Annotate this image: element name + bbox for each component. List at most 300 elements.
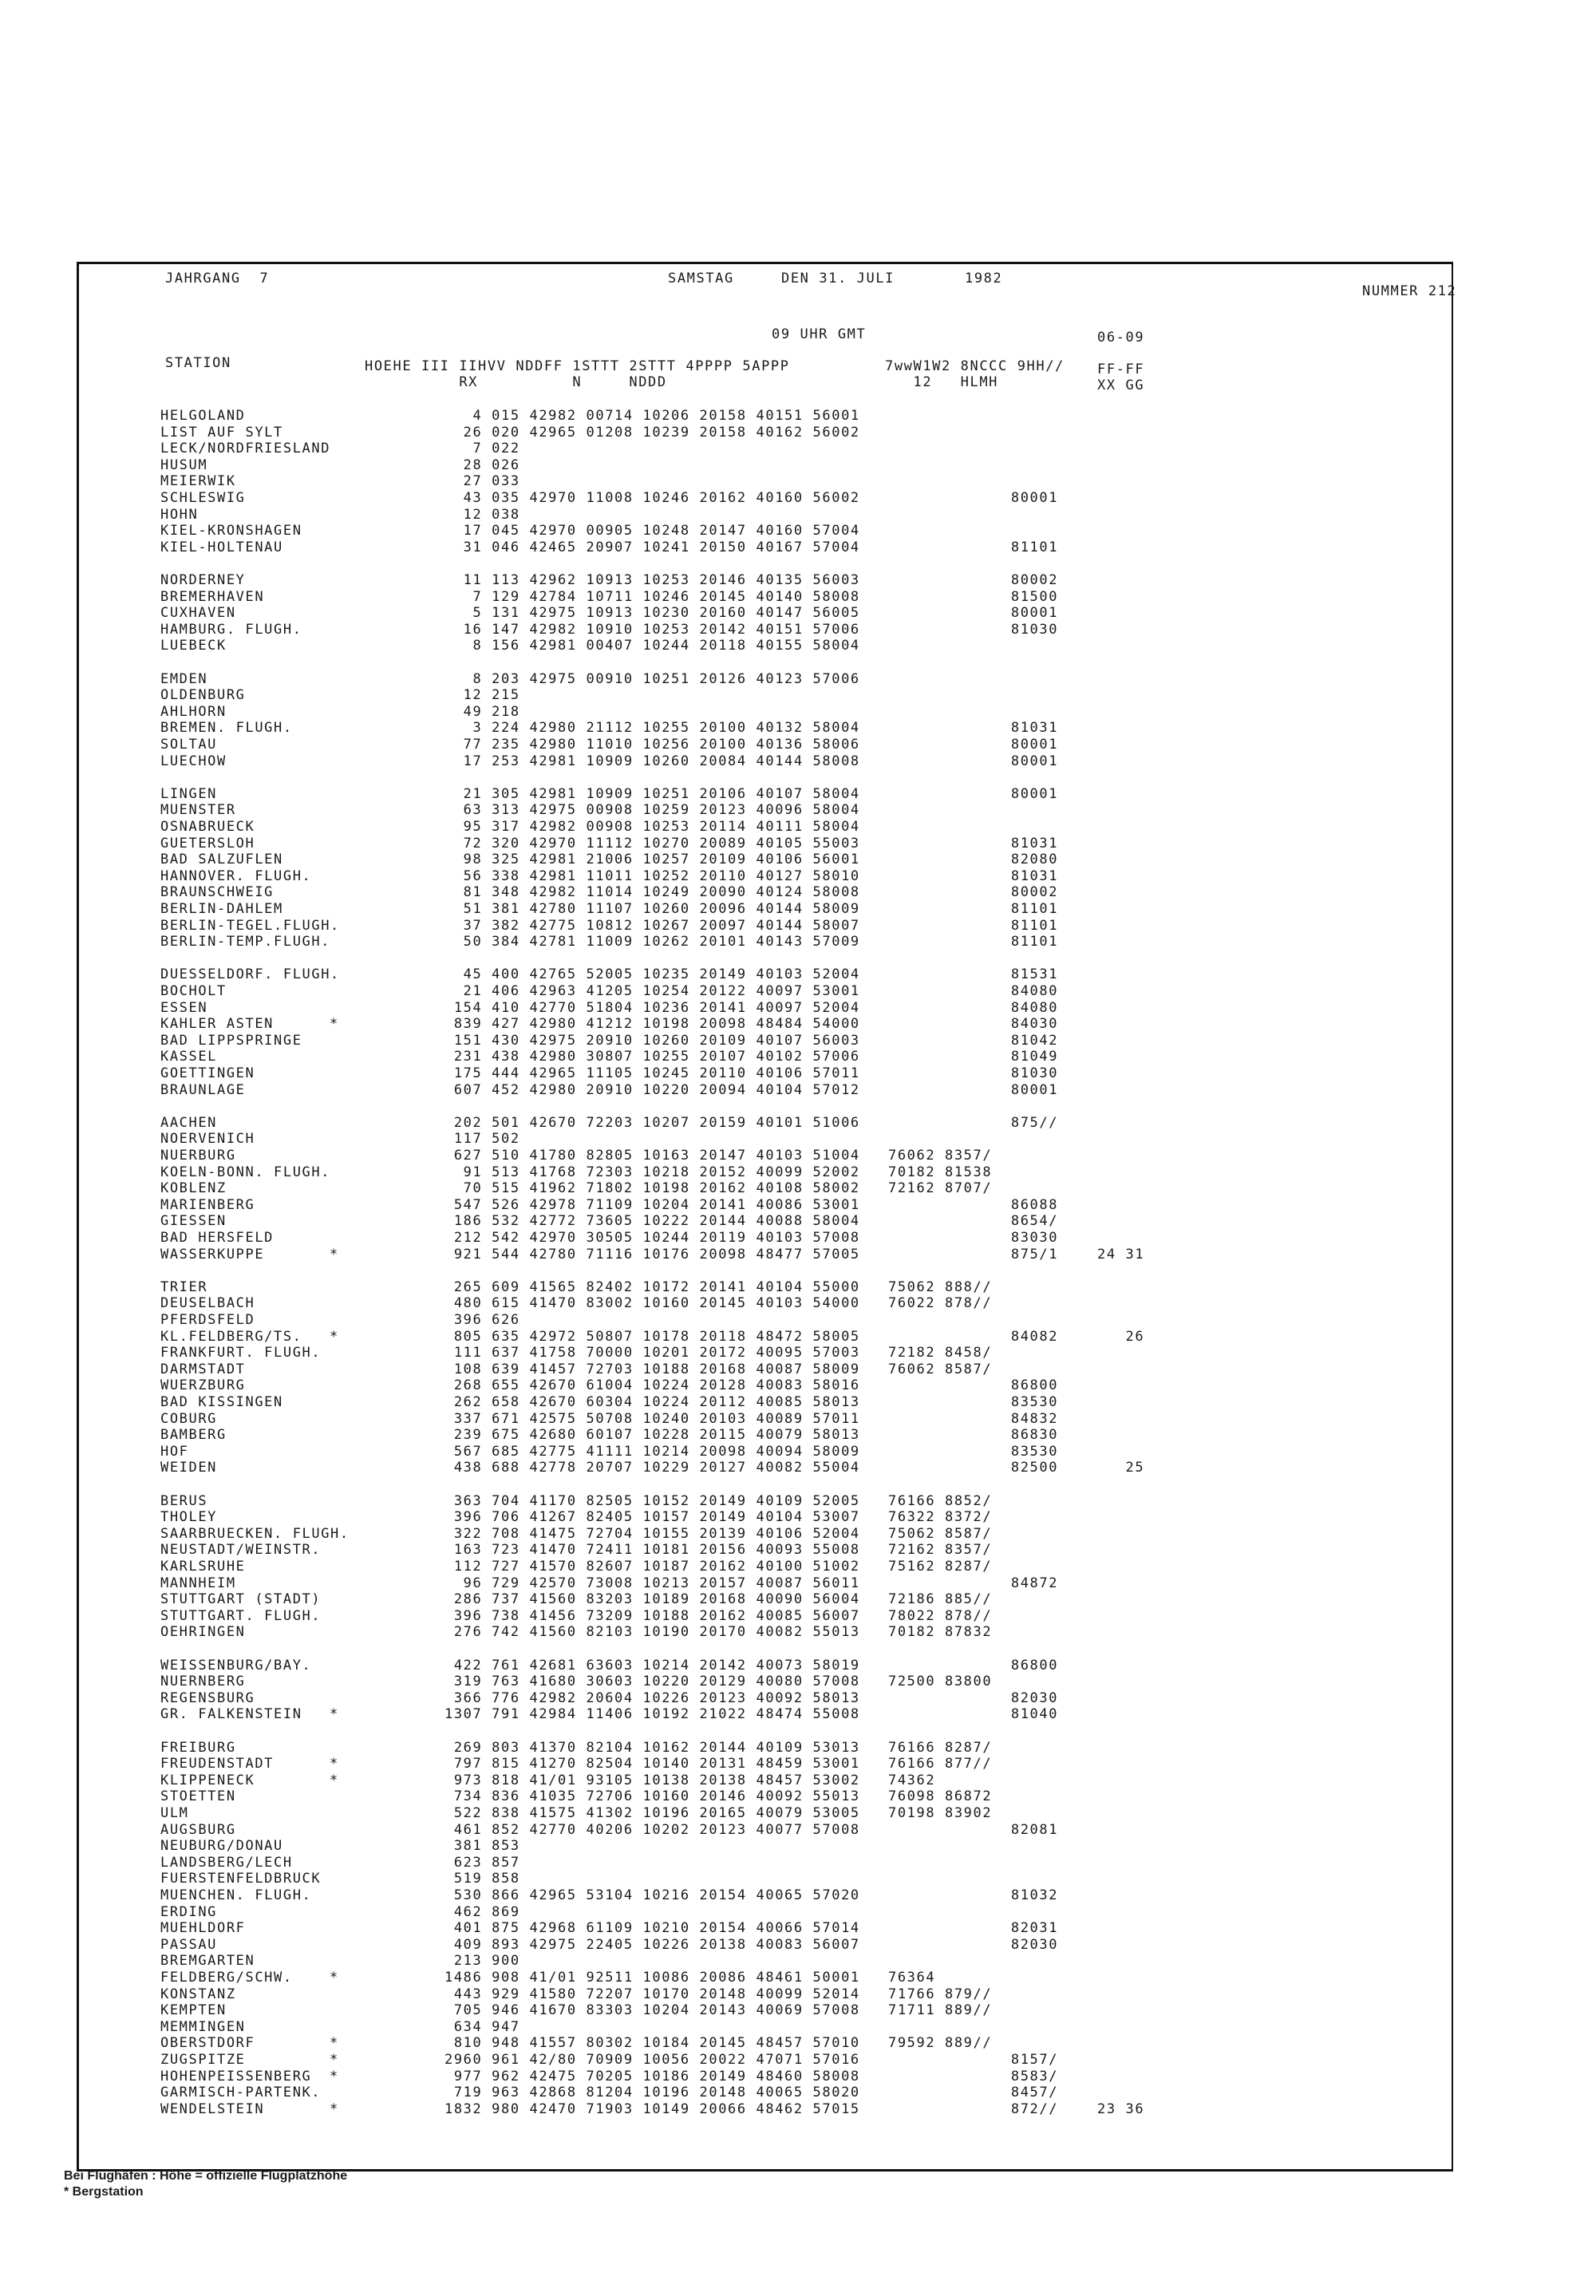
observation-values: 28 026 bbox=[444, 457, 520, 473]
observation-values: 409 893 42975 22405 10226 20138 40083 56007 bbox=[444, 1937, 860, 1953]
station-name: HUSUM bbox=[160, 457, 208, 473]
extra-group-values: 72162 8707/ bbox=[888, 1180, 993, 1196]
extra-group-values: 81101 bbox=[888, 539, 1059, 555]
table-row bbox=[79, 2019, 1452, 2035]
station-name: GUETERSLOH bbox=[160, 836, 255, 852]
report-date: DEN 31. JULI bbox=[781, 271, 895, 287]
table-row bbox=[79, 1493, 1452, 1509]
station-name: ESSEN bbox=[160, 1000, 208, 1016]
table-row bbox=[79, 1509, 1452, 1525]
station-name: BRAUNLAGE bbox=[160, 1082, 246, 1098]
footnote-mountain-station: * Bergstation bbox=[64, 2185, 144, 2199]
table-row bbox=[79, 1674, 1452, 1689]
table-row bbox=[79, 983, 1452, 999]
observation-values: 111 637 41758 70000 10201 20172 40095 57003 bbox=[444, 1345, 860, 1361]
table-row bbox=[79, 1000, 1452, 1016]
extra-group-values: 82031 bbox=[888, 1920, 1059, 1936]
table-row bbox=[79, 802, 1452, 818]
gust-column-subheader: XX GG bbox=[1097, 377, 1145, 393]
mountain-station-mark: * bbox=[330, 2052, 339, 2068]
station-name: SAARBRUECKEN. FLUGH. bbox=[160, 1526, 350, 1542]
table-row bbox=[79, 1855, 1452, 1871]
table-row bbox=[79, 1591, 1452, 1607]
table-row bbox=[79, 1247, 1452, 1263]
observation-values: 27 033 bbox=[444, 473, 520, 489]
station-name: FUERSTENFELDBRUCK bbox=[160, 1871, 322, 1887]
extra-group-values: 86800 bbox=[888, 1377, 1059, 1393]
observation-values: 265 609 41565 82402 10172 20141 40104 55000 bbox=[444, 1279, 860, 1295]
table-row bbox=[79, 1016, 1452, 1032]
table-row bbox=[79, 1312, 1452, 1328]
extra-group-values: 80001 bbox=[888, 1082, 1059, 1098]
table-row bbox=[79, 1904, 1452, 1920]
extra-group-values: 81101 bbox=[888, 918, 1059, 934]
extra-group-values: 8583/ bbox=[888, 2069, 1059, 2085]
extra-group-values: 8654/ bbox=[888, 1213, 1059, 1229]
observation-values: 50 384 42781 11009 10262 20101 40143 57009 bbox=[444, 934, 860, 950]
station-name: STUTTGART. FLUGH. bbox=[160, 1608, 322, 1624]
observation-values: 4 015 42982 00714 10206 20158 40151 56001 bbox=[444, 408, 860, 424]
station-name: LIST AUF SYLT bbox=[160, 425, 283, 441]
extra-group-values: 70198 83902 bbox=[888, 1805, 993, 1821]
extra-group-values: 81500 bbox=[888, 589, 1059, 605]
table-row bbox=[79, 1164, 1452, 1180]
table-row bbox=[79, 2035, 1452, 2051]
observation-values: 95 317 42982 00908 10253 20114 40111 58004 bbox=[444, 819, 860, 835]
observation-values: 921 544 42780 71116 10176 20098 48477 57005 bbox=[444, 1247, 860, 1263]
extra-group-values: 82500 bbox=[888, 1460, 1059, 1476]
table-row bbox=[79, 720, 1452, 736]
observation-values: 396 738 41456 73209 10188 20162 40085 56007 bbox=[444, 1608, 860, 1624]
data-column-subheader: RX N NDDD bbox=[365, 374, 667, 390]
observation-values: 381 853 bbox=[444, 1838, 520, 1854]
table-row bbox=[79, 2101, 1452, 2117]
table-row bbox=[79, 687, 1452, 703]
extra-group-values: 8157/ bbox=[888, 2052, 1059, 2068]
observation-values: 519 858 bbox=[444, 1871, 520, 1887]
station-name: GARMISCH-PARTENK. bbox=[160, 2085, 322, 2100]
station-name: NEUSTADT/WEINSTR. bbox=[160, 1542, 322, 1558]
table-row bbox=[79, 901, 1452, 917]
observation-values: 5 131 42975 10913 10230 20160 40147 56005 bbox=[444, 605, 860, 621]
observation-values: 8 203 42975 00910 10251 20126 40123 57006 bbox=[444, 671, 860, 687]
observation-values: 269 803 41370 82104 10162 20144 40109 53013 bbox=[444, 1740, 860, 1756]
table-row bbox=[79, 737, 1452, 753]
station-name: HOHENPEISSENBERG bbox=[160, 2069, 312, 2085]
observation-values: 49 218 bbox=[444, 704, 520, 720]
observation-values: 322 708 41475 72704 10155 20139 40106 52004 bbox=[444, 1526, 860, 1542]
observation-values: 8 156 42981 00407 10244 20118 40155 58004 bbox=[444, 638, 860, 654]
station-name: SOLTAU bbox=[160, 737, 218, 753]
observation-values: 977 962 42475 70205 10186 20149 48460 58008 bbox=[444, 2069, 860, 2085]
mountain-station-mark: * bbox=[330, 1970, 339, 1986]
table-row bbox=[79, 1624, 1452, 1640]
observation-values: 268 655 42670 61004 10224 20128 40083 58016 bbox=[444, 1377, 860, 1393]
extra-group-values: 84080 bbox=[888, 1000, 1059, 1016]
station-name: MUEHLDORF bbox=[160, 1920, 246, 1936]
table-row bbox=[79, 589, 1452, 605]
station-name: BAD KISSINGEN bbox=[160, 1394, 283, 1410]
station-name: KL.FELDBERG/TS. bbox=[160, 1329, 302, 1345]
extra-group-values: 75062 888// bbox=[888, 1279, 993, 1295]
station-name: KASSEL bbox=[160, 1049, 218, 1065]
extra-group-values: 76166 8287/ bbox=[888, 1740, 993, 1756]
table-row bbox=[79, 1295, 1452, 1311]
observation-values: 719 963 42868 81204 10196 20148 40065 58020 bbox=[444, 2085, 860, 2100]
station-name: AUGSBURG bbox=[160, 1822, 236, 1838]
extra-group-values: 81531 bbox=[888, 966, 1059, 982]
mountain-station-mark: * bbox=[330, 2069, 339, 2085]
station-name: FREUDENSTADT bbox=[160, 1756, 275, 1772]
station-name: DEUSELBACH bbox=[160, 1295, 255, 1311]
observation-values: 286 737 41560 83203 10189 20168 40090 56004 bbox=[444, 1591, 860, 1607]
extra-group-values: 84832 bbox=[888, 1411, 1059, 1427]
extra-group-values: 81031 bbox=[888, 720, 1059, 736]
station-name: OLDENBURG bbox=[160, 687, 246, 703]
table-row bbox=[79, 1740, 1452, 1756]
table-row bbox=[79, 1131, 1452, 1147]
table-row bbox=[79, 1542, 1452, 1558]
observation-values: 276 742 41560 82103 10190 20170 40082 55013 bbox=[444, 1624, 860, 1640]
station-name: GOETTINGEN bbox=[160, 1065, 255, 1081]
table-row bbox=[79, 523, 1452, 539]
extra-group-values: 875/1 bbox=[888, 1247, 1059, 1263]
observation-values: 98 325 42981 21006 10257 20109 40106 56001 bbox=[444, 852, 860, 867]
observation-values: 401 875 42968 61109 10210 20154 40066 57014 bbox=[444, 1920, 860, 1936]
station-name: BOCHOLT bbox=[160, 983, 227, 999]
station-name: TRIER bbox=[160, 1279, 208, 1295]
observation-values: 1307 791 42984 11406 10192 21022 48474 55008 bbox=[444, 1706, 860, 1722]
extra-group-values: 86800 bbox=[888, 1658, 1059, 1674]
table-row bbox=[79, 1575, 1452, 1591]
station-name: OBERSTDORF bbox=[160, 2035, 255, 2051]
extra-group-values: 76364 bbox=[888, 1970, 936, 1986]
table-row bbox=[79, 836, 1452, 852]
observation-values: 567 685 42775 41111 10214 20098 40094 58009 bbox=[444, 1444, 860, 1460]
extra-group-values: 71711 889// bbox=[888, 2002, 993, 2018]
observation-values: 31 046 42465 20907 10241 20150 40167 57004 bbox=[444, 539, 860, 555]
extra-group-values: 86088 bbox=[888, 1197, 1059, 1213]
station-name: MARIENBERG bbox=[160, 1197, 255, 1213]
observation-values: 462 869 bbox=[444, 1904, 520, 1920]
station-name: ULM bbox=[160, 1805, 189, 1821]
observation-values: 56 338 42981 11011 10252 20110 40127 58010 bbox=[444, 868, 860, 884]
table-row bbox=[79, 819, 1452, 835]
observation-values: 231 438 42980 30807 10255 20107 40102 57006 bbox=[444, 1049, 860, 1065]
observation-values: 154 410 42770 51804 10236 20141 40097 52004 bbox=[444, 1000, 860, 1016]
observation-values: 21 305 42981 10909 10251 20106 40107 58004 bbox=[444, 786, 860, 802]
table-row bbox=[79, 2052, 1452, 2068]
extra-group-values: 81040 bbox=[888, 1706, 1059, 1722]
station-name: OSNABRUECK bbox=[160, 819, 255, 835]
observation-values: 17 253 42981 10909 10260 20084 40144 58008 bbox=[444, 753, 860, 769]
station-name: KIEL-KRONSHAGEN bbox=[160, 523, 302, 539]
extra-group-values: 72500 83800 bbox=[888, 1674, 993, 1689]
observation-values: 37 382 42775 10812 10267 20097 40144 58007 bbox=[444, 918, 860, 934]
table-row bbox=[79, 1279, 1452, 1295]
observation-values: 7 129 42784 10711 10246 20145 40140 58008 bbox=[444, 589, 860, 605]
station-name: SCHLESWIG bbox=[160, 490, 246, 506]
table-row bbox=[79, 1427, 1452, 1443]
station-name: GR. FALKENSTEIN bbox=[160, 1706, 302, 1722]
extra-group-values: 875// bbox=[888, 1115, 1059, 1131]
extra-group-values: 74362 bbox=[888, 1772, 936, 1788]
extra-group-values: 80001 bbox=[888, 490, 1059, 506]
table-row bbox=[79, 1953, 1452, 1969]
observation-values: 3 224 42980 21112 10255 20100 40132 58004 bbox=[444, 720, 860, 736]
observation-values: 1832 980 42470 71903 10149 20066 48462 57015 bbox=[444, 2101, 860, 2117]
extra-group-values: 81032 bbox=[888, 1887, 1059, 1903]
station-name: PFERDSFELD bbox=[160, 1312, 255, 1328]
table-row bbox=[79, 1197, 1452, 1213]
table-row bbox=[79, 1049, 1452, 1065]
table-row bbox=[79, 1526, 1452, 1542]
observation-values: 202 501 42670 72203 10207 20159 40101 51006 bbox=[444, 1115, 860, 1131]
extra-group-values: 84080 bbox=[888, 983, 1059, 999]
extra-group-values: 84082 bbox=[888, 1329, 1059, 1345]
table-row bbox=[79, 1559, 1452, 1575]
station-name: ZUGSPITZE bbox=[160, 2052, 246, 2068]
table-row bbox=[79, 2002, 1452, 2018]
weekday: SAMSTAG bbox=[668, 271, 734, 287]
observation-values: 530 866 42965 53104 10216 20154 40065 57020 bbox=[444, 1887, 860, 1903]
station-name: KOELN-BONN. FLUGH. bbox=[160, 1164, 331, 1180]
mountain-station-mark: * bbox=[330, 1756, 339, 1772]
observation-values: 186 532 42772 73605 10222 20144 40088 58004 bbox=[444, 1213, 860, 1229]
weather-report-sheet bbox=[77, 262, 1457, 2172]
ff-period: 06-09 bbox=[1097, 330, 1145, 346]
report-year: 1982 bbox=[965, 271, 1003, 287]
table-row bbox=[79, 441, 1452, 456]
station-name: NEUBURG/DONAU bbox=[160, 1838, 283, 1854]
volume-label: JAHRGANG 7 bbox=[165, 271, 270, 287]
station-name: WUERZBURG bbox=[160, 1377, 246, 1393]
observation-values: 363 704 41170 82505 10152 20149 40109 52005 bbox=[444, 1493, 860, 1509]
station-name: LINGEN bbox=[160, 786, 218, 802]
extra-group-values: 81042 bbox=[888, 1033, 1059, 1049]
mountain-station-mark: * bbox=[330, 1247, 339, 1263]
observation-values: 705 946 41670 83303 10204 20143 40069 57008 bbox=[444, 2002, 860, 2018]
table-row bbox=[79, 868, 1452, 884]
station-name: GIESSEN bbox=[160, 1213, 227, 1229]
observation-values: 443 929 41580 72207 10170 20148 40099 52014 bbox=[444, 1986, 860, 2002]
extra-group-values: 70182 87832 bbox=[888, 1624, 993, 1640]
extra-group-values: 80001 bbox=[888, 605, 1059, 621]
table-row bbox=[79, 1065, 1452, 1081]
station-name: KEMPTEN bbox=[160, 2002, 227, 2018]
table-row bbox=[79, 1394, 1452, 1410]
extra-group-values: 80002 bbox=[888, 884, 1059, 900]
station-name: DUESSELDORF. FLUGH. bbox=[160, 966, 340, 982]
table-row bbox=[79, 1361, 1452, 1377]
table-row bbox=[79, 1444, 1452, 1460]
station-name: HANNOVER. FLUGH. bbox=[160, 868, 312, 884]
observation-values: 7 022 bbox=[444, 441, 520, 456]
extra-group-values: 71766 879// bbox=[888, 1986, 993, 2002]
observation-values: 43 035 42970 11008 10246 20162 40160 56002 bbox=[444, 490, 860, 506]
station-name: MUENSTER bbox=[160, 802, 236, 818]
station-name: HOHN bbox=[160, 507, 199, 523]
observation-values: 212 542 42970 30505 10244 20119 40103 57008 bbox=[444, 1230, 860, 1246]
gust-values: 23 36 bbox=[1097, 2101, 1145, 2117]
extra-group-values: 82081 bbox=[888, 1822, 1059, 1838]
station-name: BAD HERSFELD bbox=[160, 1230, 275, 1246]
station-name: MEIERWIK bbox=[160, 473, 236, 489]
extra-group-values: 8457/ bbox=[888, 2085, 1059, 2100]
observation-values: 70 515 41962 71802 10198 20162 40108 58002 bbox=[444, 1180, 860, 1196]
extra-group-values: 86830 bbox=[888, 1427, 1059, 1443]
table-row bbox=[79, 457, 1452, 473]
observation-values: 63 313 42975 00908 10259 20123 40096 58004 bbox=[444, 802, 860, 818]
station-name: KONSTANZ bbox=[160, 1986, 236, 2002]
extra-group-values: 80001 bbox=[888, 737, 1059, 753]
mountain-station-mark: * bbox=[330, 1016, 339, 1032]
extra-group-values: 79592 889// bbox=[888, 2035, 993, 2051]
observation-time: 09 UHR GMT bbox=[772, 326, 867, 342]
table-row bbox=[79, 572, 1452, 588]
station-name: BERLIN-TEMP.FLUGH. bbox=[160, 934, 331, 950]
table-row bbox=[79, 852, 1452, 867]
gust-column-header: FF-FF bbox=[1097, 362, 1145, 377]
station-name: FRANKFURT. FLUGH. bbox=[160, 1345, 322, 1361]
extra-group-values: 78022 878// bbox=[888, 1608, 993, 1624]
observation-values: 26 020 42965 01208 10239 20158 40162 56002 bbox=[444, 425, 860, 441]
mountain-station-mark: * bbox=[330, 1329, 339, 1345]
table-row bbox=[79, 1033, 1452, 1049]
station-name: KARLSRUHE bbox=[160, 1559, 246, 1575]
table-row bbox=[79, 605, 1452, 621]
observation-values: 1486 908 41/01 92511 10086 20086 48461 50001 bbox=[444, 1970, 860, 1986]
station-name: STUTTGART (STADT) bbox=[160, 1591, 322, 1607]
table-row bbox=[79, 1329, 1452, 1345]
observation-values: 607 452 42980 20910 10220 20094 40104 57012 bbox=[444, 1082, 860, 1098]
observation-values: 547 526 42978 71109 10204 20141 40086 53001 bbox=[444, 1197, 860, 1213]
extra-group-values: 76098 86872 bbox=[888, 1788, 993, 1804]
extra-group-values: 84872 bbox=[888, 1575, 1059, 1591]
table-row bbox=[79, 2085, 1452, 2100]
table-row bbox=[79, 1772, 1452, 1788]
table-row bbox=[79, 786, 1452, 802]
table-row bbox=[79, 1213, 1452, 1229]
station-name: LECK/NORDFRIESLAND bbox=[160, 441, 331, 456]
table-row bbox=[79, 1115, 1452, 1131]
table-row bbox=[79, 507, 1452, 523]
table-row bbox=[79, 1460, 1452, 1476]
observation-values: 2960 961 42/80 70909 10056 20022 47071 57016 bbox=[444, 2052, 860, 2068]
table-row bbox=[79, 473, 1452, 489]
station-name: AHLHORN bbox=[160, 704, 227, 720]
mountain-station-mark: * bbox=[330, 1706, 339, 1722]
extra-group-values: 81030 bbox=[888, 622, 1059, 638]
observation-values: 973 818 41/01 93105 10138 20138 48457 53002 bbox=[444, 1772, 860, 1788]
table-row bbox=[79, 1920, 1452, 1936]
extra-group-values: 76062 8357/ bbox=[888, 1148, 993, 1164]
station-name: OEHRINGEN bbox=[160, 1624, 246, 1640]
station-name: BAMBERG bbox=[160, 1427, 227, 1443]
observation-values: 175 444 42965 11105 10245 20110 40106 57011 bbox=[444, 1065, 860, 1081]
station-name: BAD SALZUFLEN bbox=[160, 852, 283, 867]
observation-values: 634 947 bbox=[444, 2019, 520, 2035]
mountain-station-mark: * bbox=[330, 2035, 339, 2051]
extra-group-values: 82030 bbox=[888, 1937, 1059, 1953]
observation-values: 805 635 42972 50807 10178 20118 48472 58005 bbox=[444, 1329, 860, 1345]
station-name: EMDEN bbox=[160, 671, 208, 687]
observation-values: 51 381 42780 11107 10260 20096 40144 58009 bbox=[444, 901, 860, 917]
observation-values: 438 688 42778 20707 10229 20127 40082 55004 bbox=[444, 1460, 860, 1476]
observation-values: 337 671 42575 50708 10240 20103 40089 57011 bbox=[444, 1411, 860, 1427]
station-name: BRAUNSCHWEIG bbox=[160, 884, 275, 900]
observation-values: 12 215 bbox=[444, 687, 520, 703]
data-column-header: HOEHE III IIHVV NDDFF 1STTT 2STTT 4PPPP 5APPP bbox=[365, 358, 790, 374]
gust-values: 24 31 bbox=[1097, 1247, 1145, 1263]
observation-values: 262 658 42670 60304 10224 20112 40085 58013 bbox=[444, 1394, 860, 1410]
extra-group-values: 81049 bbox=[888, 1049, 1059, 1065]
station-name: AACHEN bbox=[160, 1115, 218, 1131]
station-name: FREIBURG bbox=[160, 1740, 236, 1756]
extra-group-values: 72162 8357/ bbox=[888, 1542, 993, 1558]
table-row bbox=[79, 2069, 1452, 2085]
observation-values: 91 513 41768 72303 10218 20152 40099 52002 bbox=[444, 1164, 860, 1180]
extra-group-values: 84030 bbox=[888, 1016, 1059, 1032]
station-name: FELDBERG/SCHW. bbox=[160, 1970, 293, 1986]
station-name: LUECHOW bbox=[160, 753, 227, 769]
table-row bbox=[79, 1608, 1452, 1624]
station-name: HELGOLAND bbox=[160, 408, 246, 424]
table-row bbox=[79, 753, 1452, 769]
extra-group-values: 81101 bbox=[888, 901, 1059, 917]
station-column-header: STATION bbox=[165, 355, 231, 371]
observation-values: 810 948 41557 80302 10184 20145 48457 57010 bbox=[444, 2035, 860, 2051]
extra-group-values: 76166 877// bbox=[888, 1756, 993, 1772]
table-row bbox=[79, 1937, 1452, 1953]
observation-values: 117 502 bbox=[444, 1131, 520, 1147]
station-name: MANNHEIM bbox=[160, 1575, 236, 1591]
extra-column-subheader: 12 HLMH bbox=[885, 374, 999, 390]
extra-group-values: 83530 bbox=[888, 1444, 1059, 1460]
station-name: BREMERHAVEN bbox=[160, 589, 265, 605]
observation-values: 77 235 42980 11010 10256 20100 40136 58006 bbox=[444, 737, 860, 753]
observation-values: 366 776 42982 20604 10226 20123 40092 58013 bbox=[444, 1690, 860, 1706]
station-name: ERDING bbox=[160, 1904, 218, 1920]
table-row bbox=[79, 1082, 1452, 1098]
extra-group-values: 75062 8587/ bbox=[888, 1526, 993, 1542]
extra-group-values: 76322 8372/ bbox=[888, 1509, 993, 1525]
table-row bbox=[79, 1658, 1452, 1674]
extra-group-values: 80001 bbox=[888, 786, 1059, 802]
station-name: HOF bbox=[160, 1444, 189, 1460]
gust-values: 26 bbox=[1097, 1329, 1145, 1345]
table-row bbox=[79, 1345, 1452, 1361]
extra-group-values: 72186 885// bbox=[888, 1591, 993, 1607]
station-name: BERLIN-TEGEL.FLUGH. bbox=[160, 918, 340, 934]
table-row bbox=[79, 1690, 1452, 1706]
table-row bbox=[79, 490, 1452, 506]
table-row bbox=[79, 966, 1452, 982]
station-name: WENDELSTEIN bbox=[160, 2101, 265, 2117]
issue-number: NUMMER 212 bbox=[1362, 283, 1457, 299]
observation-values: 319 763 41680 30603 10220 20129 40080 57008 bbox=[444, 1674, 860, 1689]
station-name: WEIDEN bbox=[160, 1460, 218, 1476]
extra-group-values: 83530 bbox=[888, 1394, 1059, 1410]
extra-group-values: 81101 bbox=[888, 934, 1059, 950]
table-row bbox=[79, 1838, 1452, 1854]
station-name: WEISSENBURG/BAY. bbox=[160, 1658, 312, 1674]
extra-group-values: 81030 bbox=[888, 1065, 1059, 1081]
observation-values: 151 430 42975 20910 10260 20109 40107 56003 bbox=[444, 1033, 860, 1049]
extra-group-values: 80001 bbox=[888, 753, 1059, 769]
station-name: PASSAU bbox=[160, 1937, 218, 1953]
table-row bbox=[79, 1805, 1452, 1821]
